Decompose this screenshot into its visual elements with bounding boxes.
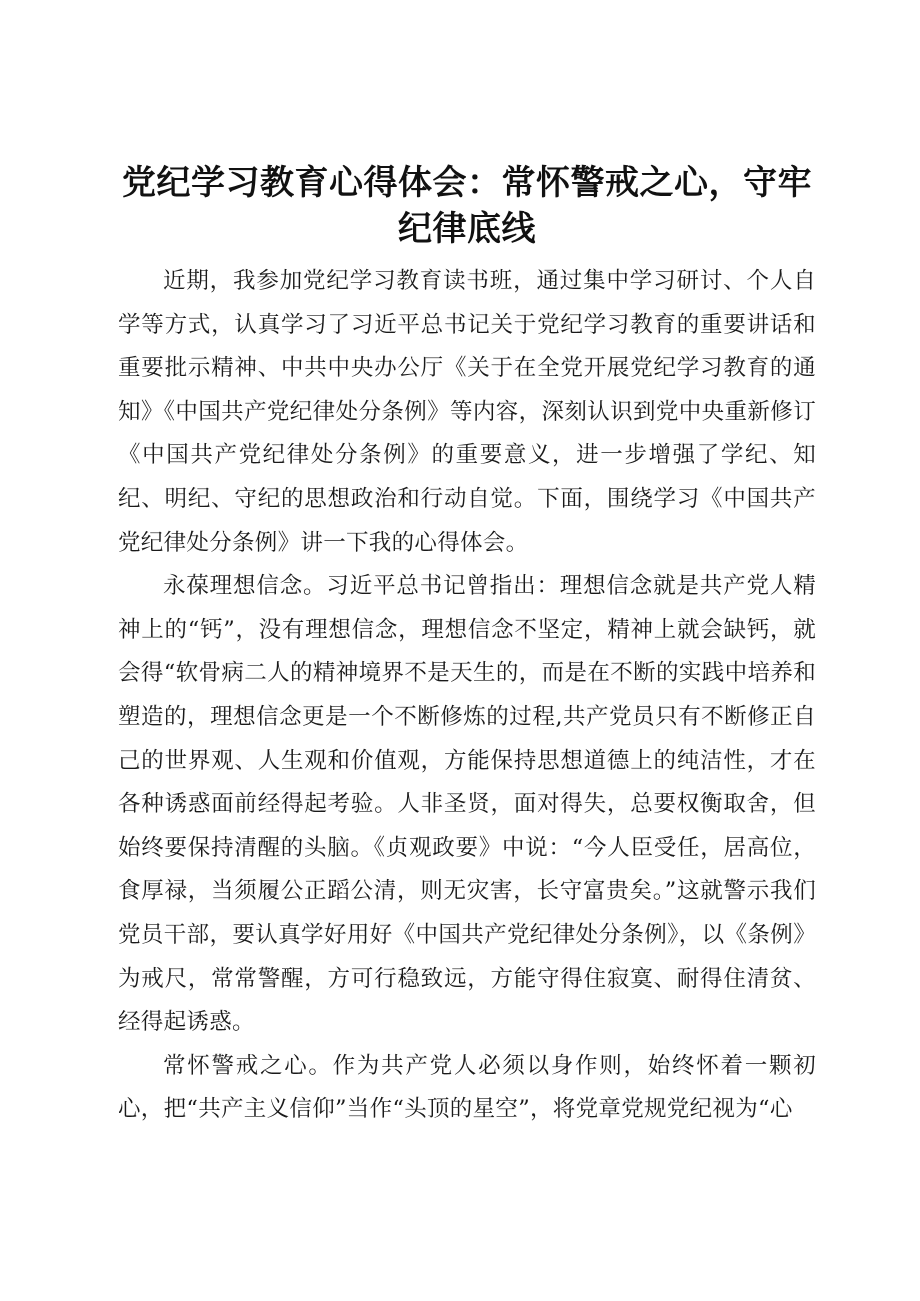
paragraph-intro: 近期，我参加党纪学习教育读书班，通过集中学习研讨、个人自学等方式，认真学习了习近平总书记关于党纪学习教育的重要讲话和重要批示精神、中共中央办公厅《关于在全党开展党纪学习教育的通知》《中国共产党纪律处分条例》等内容，深刻认识到党中央重新修订《中国共产党纪律处分条例》的重要意义，进一步增强了学纪、知纪、明纪、守纪的思想政治和行动自觉。下面，围绕学习《中国共产党纪律处分条例》讲一下我的心得体会。 <box>118 268 816 556</box>
paragraph-vigilance: 常怀警戒之心。作为共产党人必须以身作则，始终怀着一颗初心，把“共产主义信仰”当作“头顶的星空”，将党章党规党纪视为“心 <box>118 1052 816 1123</box>
document-body <box>118 260 816 1132</box>
paragraph-ideals: 永葆理想信念。习近平总书记曾指出：理想信念就是共产党人精神上的“钙”，没有理想信念，理想信念不坚定，精神上就会缺钙，就会得“软骨病二人的精神境界不是天生的，而是在不断的实践中培养和塑造的，理想信念更是一个不断修炼的过程,共产党员只有不断修正自己的世界观、人生观和价值观，方能保持思想道德上的纯洁性，才在各种诱惑面前经得起考验。人非圣贤，面对得失，总要权衡取舍，但始终要保持清醒的头脑。《贞观政要》中说：“今人臣受任，居高位，食厚禄，当须履公正蹈公清，则无灾害，长守富贵矣。”这就警示我们党员干部，要认真学好用好《中国共产党纪律处分条例》，以《条例》为戒尺，常常警醒，方可行稳致远，方能守得住寂寞、耐得住清贫、经得起诱惑。 <box>118 573 816 1036</box>
document-title: 党纪学习教育心得体会：常怀警戒之心，守牢纪律底线 <box>122 163 812 249</box>
